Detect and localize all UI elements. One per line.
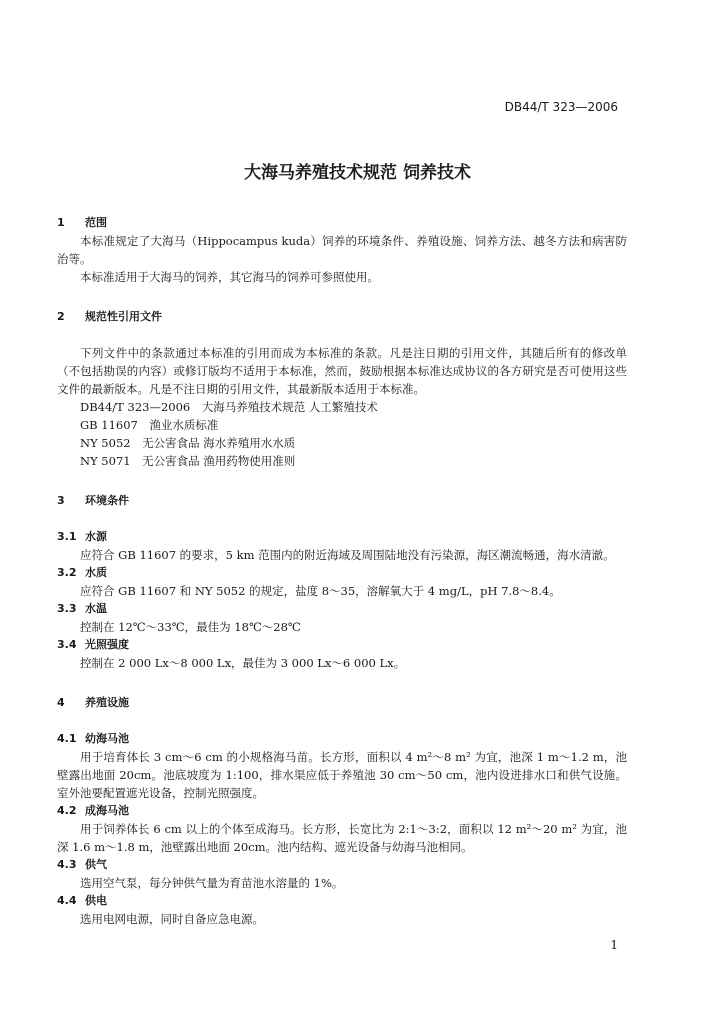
section-2-heading xyxy=(57,308,627,326)
subsection-3-3-heading xyxy=(57,600,627,618)
subsection-number: 3.4 xyxy=(57,638,77,651)
subsection-title: 幼海马池 xyxy=(85,732,129,745)
reference-item: DB44/T 323—2006 大海马养殖技术规范 人工繁殖技术 xyxy=(80,400,378,414)
section-title: 养殖设施 xyxy=(85,696,129,709)
subsection-title: 成海马池 xyxy=(85,804,129,817)
subsection-number: 3.1 xyxy=(57,530,77,543)
section-3-heading xyxy=(57,492,627,510)
subsection-4-4-heading xyxy=(57,892,627,910)
subsection-4-1-heading xyxy=(57,730,627,748)
subsection-4-3-heading xyxy=(57,856,627,874)
subsection-title: 光照强度 xyxy=(85,638,129,651)
standard-code: DB44/T 323—2006 xyxy=(504,100,618,114)
section-number: 1 xyxy=(57,216,65,229)
subsection-number: 3.2 xyxy=(57,566,77,579)
document-body xyxy=(57,214,627,928)
subsection-3-4-heading xyxy=(57,636,627,654)
subsection-3-2-heading xyxy=(57,564,627,582)
subsection-title: 水温 xyxy=(85,602,107,615)
subsection-4-2-heading xyxy=(57,802,627,820)
subsection-4-1-text: 用于培育体长 3 cm～6 cm 的小规格海马苗。长方形，面积以 4 m²～8 m² 为宜，池深 1 m～1.2 m，池壁露出地面 20cm。池底坡度为 1:100，排水渠应低于养殖池 30 cm～50 cm，池内设进排水口和供气设施。室外池要配置遮光设备，控制光照强度。 xyxy=(57,750,627,800)
document-title: 大海马养殖技术规范 饲养技术 xyxy=(244,163,471,183)
section-number: 4 xyxy=(57,696,65,709)
subsection-title: 供气 xyxy=(85,858,107,871)
subsection-4-2-text: 用于饲养体长 6 cm 以上的个体至成海马。长方形，长宽比为 2:1～3:2，面积以 12 m²～20 m² 为宜，池深 1.6 m～1.8 m，池壁露出地面 20cm。池内结构、遮光设备与幼海马池相同。 xyxy=(57,822,627,854)
page-number: 1 xyxy=(610,938,618,952)
subsection-number: 4.4 xyxy=(57,894,77,907)
section-number: 2 xyxy=(57,310,65,323)
subsection-number: 3.3 xyxy=(57,602,77,615)
section-number: 3 xyxy=(57,494,65,507)
reference-item: NY 5052 无公害食品 海水养殖用水水质 xyxy=(80,436,296,450)
subsection-3-4-text: 控制在 2 000 Lx～8 000 Lx，最佳为 3 000 Lx～6 000 Lx。 xyxy=(80,656,406,670)
section-title: 规范性引用文件 xyxy=(85,310,162,323)
subsection-number: 4.2 xyxy=(57,804,77,817)
subsection-title: 水源 xyxy=(85,530,107,543)
subsection-3-2-text: 应符合 GB 11607 和 NY 5052 的规定，盐度 8～35，溶解氧大于 4 mg/L，pH 7.8～8.4。 xyxy=(80,584,561,598)
section-title: 环境条件 xyxy=(85,494,129,507)
section-1-paragraph-2: 本标准适用于大海马的饲养，其它海马的饲养可参照使用。 xyxy=(80,270,379,284)
section-4-heading xyxy=(57,694,627,712)
section-1-heading xyxy=(57,214,627,232)
reference-item: GB 11607 渔业水质标准 xyxy=(80,418,219,432)
subsection-3-1-text: 应符合 GB 11607 的要求，5 km 范围内的附近海域及周围陆地没有污染源，海区潮流畅通，海水清澈。 xyxy=(80,548,615,562)
section-1-paragraph-1: 本标准规定了大海马（Hippocampus kuda）饲养的环境条件、养殖设施、饲养方法、越冬方法和病害防治等。 xyxy=(57,234,627,266)
subsection-number: 4.1 xyxy=(57,732,77,745)
subsection-4-3-text: 选用空气泵，每分钟供气量为育苗池水溶量的 1%。 xyxy=(80,876,344,890)
section-title: 范围 xyxy=(85,216,107,229)
subsection-title: 供电 xyxy=(85,894,107,907)
section-2-paragraph: 下列文件中的条款通过本标准的引用而成为本标准的条款。凡是注日期的引用文件，其随后所有的修改单（不包括勘误的内容）或修订版均不适用于本标准，然而，鼓励根据本标准达成协议的各方研究是否可使用这些文件的最新版本。凡是不注日期的引用文件，其最新版本适用于本标准。 xyxy=(57,346,627,396)
subsection-4-4-text: 选用电网电源，同时自备应急电源。 xyxy=(80,912,264,926)
subsection-3-3-text: 控制在 12℃～33℃，最佳为 18℃～28℃ xyxy=(80,620,301,634)
subsection-number: 4.3 xyxy=(57,858,77,871)
subsection-title: 水质 xyxy=(85,566,107,579)
subsection-3-1-heading xyxy=(57,528,627,546)
reference-item: NY 5071 无公害食品 渔用药物使用准则 xyxy=(80,454,296,468)
